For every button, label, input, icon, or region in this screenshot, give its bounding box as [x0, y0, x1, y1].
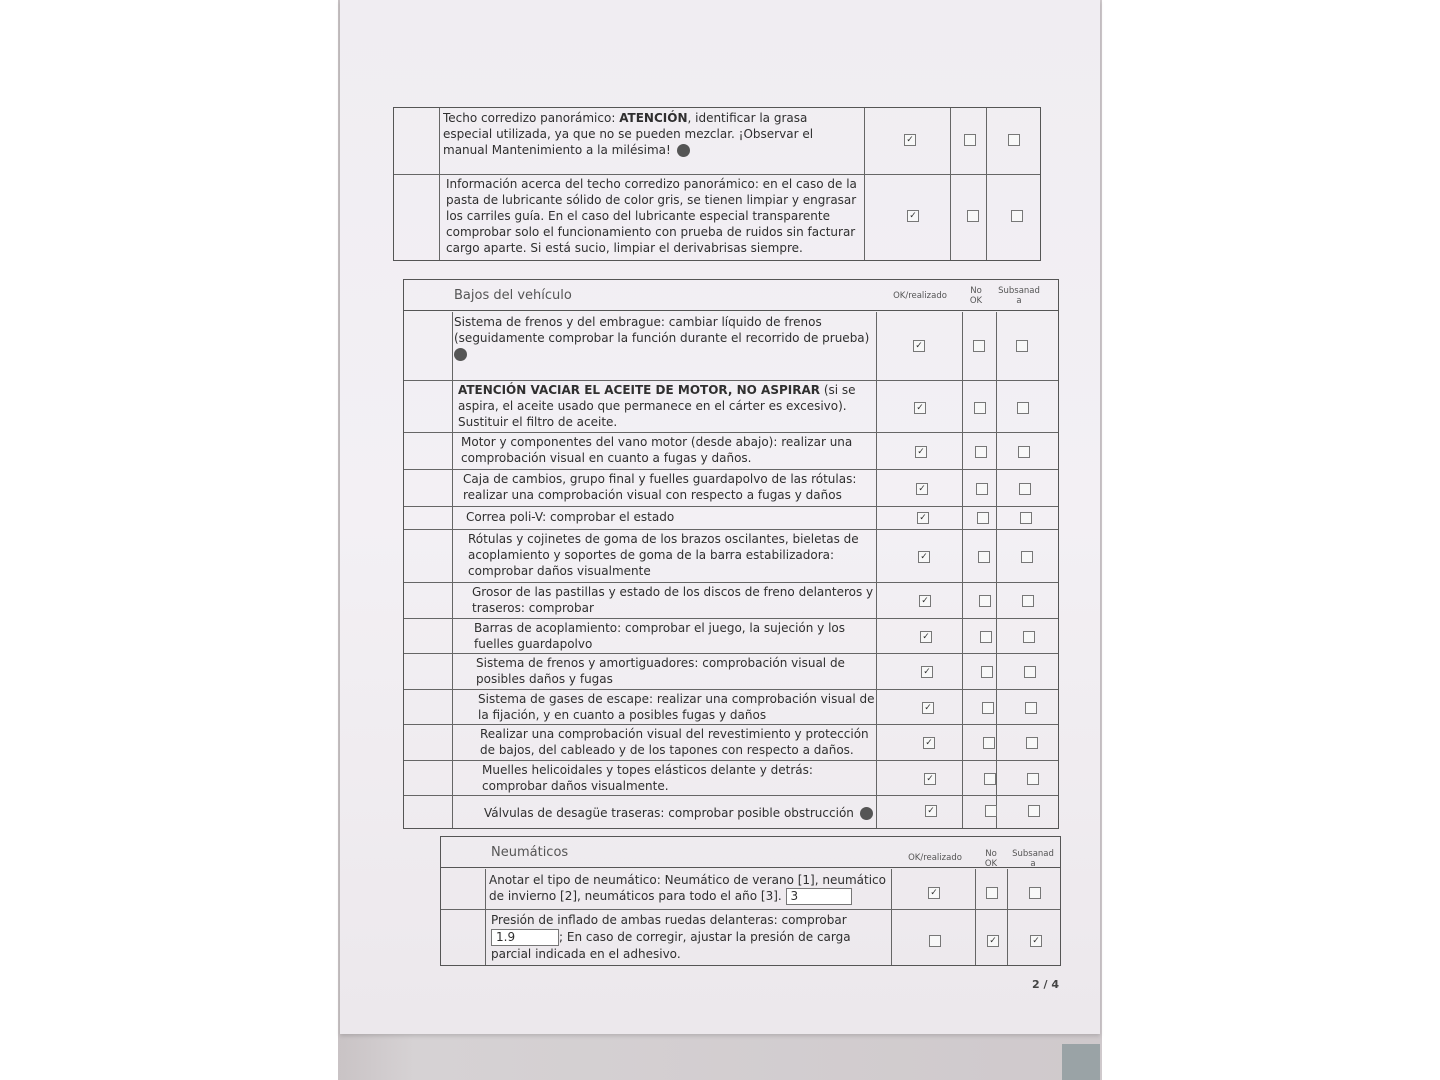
ok-checkbox[interactable]: [913, 340, 925, 352]
subsanada-checkbox[interactable]: [1019, 483, 1031, 495]
table-row: [394, 108, 1040, 175]
tire-pressure-input[interactable]: 1.9: [491, 929, 559, 946]
subsanada-checkbox[interactable]: [1026, 737, 1038, 749]
table-row: [394, 174, 1040, 260]
no-ok-checkbox[interactable]: [986, 887, 998, 899]
subsanada-checkbox[interactable]: [1022, 595, 1034, 607]
col-header-subsanada: Subsanad a: [998, 286, 1040, 306]
table-row: [404, 380, 1058, 433]
col-header-ok: OK/realizado: [908, 853, 962, 863]
marker-dot: [860, 807, 873, 820]
ok-checkbox[interactable]: [921, 666, 933, 678]
item-text: Sistema de frenos y amortiguadores: comprobación visual de posibles daños y fugas: [476, 656, 845, 686]
col-header-subsanada: Subsanad a: [1012, 849, 1054, 869]
subsanada-checkbox[interactable]: [1011, 210, 1023, 222]
subsanada-checkbox[interactable]: [1029, 887, 1041, 899]
no-ok-checkbox[interactable]: [974, 402, 986, 414]
no-ok-checkbox[interactable]: [973, 340, 985, 352]
col-header-no-ok: No OK: [984, 849, 998, 869]
ok-checkbox[interactable]: [922, 702, 934, 714]
item-text: Rótulas y cojinetes de goma de los brazos oscilantes, bieletas de acoplamiento y soportes de goma de la barra estabilizadora: comprobar daños visualmente: [468, 532, 859, 578]
ok-checkbox[interactable]: [918, 551, 930, 563]
col-header-no-ok: No OK: [969, 286, 983, 306]
ok-checkbox[interactable]: [916, 483, 928, 495]
subsanada-checkbox[interactable]: [1028, 805, 1040, 817]
item-text: Correa poli-V: comprobar el estado: [466, 510, 675, 524]
no-ok-checkbox[interactable]: [975, 446, 987, 458]
ok-checkbox[interactable]: [929, 935, 941, 947]
table-row: [404, 582, 1058, 619]
section-title: Neumáticos: [491, 845, 569, 860]
item-text: Sistema de gases de escape: realizar una comprobación visual de la fijación, y en cuanto a posibles fugas y daños: [478, 692, 875, 722]
no-ok-checkbox[interactable]: [980, 631, 992, 643]
no-ok-checkbox[interactable]: [985, 805, 997, 817]
ok-checkbox[interactable]: [919, 595, 931, 607]
ok-checkbox[interactable]: [925, 805, 937, 817]
item-text: Información acerca del techo corredizo panorámico: en el caso de la pasta de lubricante sólido de color gris, se tienen limpiar y engrasar los carriles guía. En el caso del lubricante especial transparente comprobar solo el funcionamiento con prueba de ruidos sin facturar cargo aparte. Si está sucio, limpiar el derivabrisas siempre.: [446, 177, 857, 255]
subsanada-checkbox[interactable]: [1020, 512, 1032, 524]
item-text: Presión de inflado de ambas ruedas delanteras: comprobar 1.9 ; En caso de corregir, ajustar la presión de carga parcial indicada en el adhesivo.: [491, 913, 851, 961]
item-text: Anotar el tipo de neumático: Neumático de verano [1], neumático de invierno [2], neumáticos para todo el año [3]. 3: [489, 873, 886, 903]
no-ok-checkbox[interactable]: [967, 210, 979, 222]
subsanada-checkbox[interactable]: [1023, 631, 1035, 643]
ok-checkbox[interactable]: [917, 512, 929, 524]
item-text: Muelles helicoidales y topes elásticos delante y detrás: comprobar daños visualmente.: [482, 763, 813, 793]
tire-type-input[interactable]: 3: [786, 888, 852, 905]
table-row: [441, 869, 1060, 910]
section-header: [441, 837, 1060, 868]
subsanada-checkbox[interactable]: [1024, 666, 1036, 678]
no-ok-checkbox[interactable]: [984, 773, 996, 785]
document-page: [340, 0, 1100, 1034]
col-header-ok: OK/realizado: [893, 291, 947, 301]
bajos-section: [403, 279, 1059, 829]
item-text: ATENCIÓN VACIAR EL ACEITE DE MOTOR, NO ASPIRAR (si se aspira, el aceite usado que permanece en el cárter es excesivo). Sustituir el filtro de aceite.: [458, 383, 856, 429]
page-number: 2 / 4: [1032, 978, 1059, 991]
ok-checkbox[interactable]: [915, 446, 927, 458]
table-row: [404, 689, 1058, 725]
subsanada-checkbox[interactable]: [1025, 702, 1037, 714]
item-text: Válvulas de desagüe traseras: comprobar posible obstrucción: [484, 805, 876, 821]
subsanada-checkbox[interactable]: [1021, 551, 1033, 563]
subsanada-checkbox[interactable]: [1027, 773, 1039, 785]
item-text: Realizar una comprobación visual del revestimiento y protección de bajos, del cableado y de los tapones con respecto a daños.: [480, 727, 869, 757]
no-ok-checkbox[interactable]: [982, 702, 994, 714]
table-row: [404, 618, 1058, 654]
no-ok-checkbox[interactable]: [977, 512, 989, 524]
marker-dot: [454, 348, 467, 361]
ok-checkbox[interactable]: [923, 737, 935, 749]
no-ok-checkbox[interactable]: [981, 666, 993, 678]
no-ok-checkbox[interactable]: [983, 737, 995, 749]
item-text: Sistema de frenos y del embrague: cambiar líquido de frenos (seguidamente comprobar la función durante el recorrido de prueba): [454, 314, 874, 362]
no-ok-checkbox[interactable]: [964, 134, 976, 146]
table-row: [404, 529, 1058, 583]
background-object: [1062, 1044, 1100, 1080]
table-row: [404, 469, 1058, 507]
marker-dot: [677, 144, 690, 157]
ok-checkbox[interactable]: [920, 631, 932, 643]
item-text: Motor y componentes del vano motor (desde abajo): realizar una comprobación visual en cuanto a fugas y daños.: [461, 435, 853, 465]
subsanada-checkbox[interactable]: [1016, 340, 1028, 352]
subsanada-checkbox[interactable]: [1030, 935, 1042, 947]
table-row: [404, 312, 1058, 381]
ok-checkbox[interactable]: [928, 887, 940, 899]
subsanada-checkbox[interactable]: [1018, 446, 1030, 458]
item-text: Barras de acoplamiento: comprobar el juego, la sujeción y los fuelles guardapolvo: [474, 621, 846, 651]
table-row: [404, 795, 1058, 828]
table-row: [404, 724, 1058, 761]
no-ok-checkbox[interactable]: [976, 483, 988, 495]
subsanada-checkbox[interactable]: [1008, 134, 1020, 146]
item-text: Grosor de las pastillas y estado de los discos de freno delanteros y traseros: comprobar: [472, 585, 874, 615]
no-ok-checkbox[interactable]: [979, 595, 991, 607]
section-header: [404, 280, 1058, 311]
table-row: [404, 653, 1058, 690]
subsanada-checkbox[interactable]: [1017, 402, 1029, 414]
panoramic-roof-section: [393, 107, 1041, 261]
item-text: Caja de cambios, grupo final y fuelles guardapolvo de las rótulas: realizar una comprobación visual con respecto a fugas y daños: [463, 472, 857, 502]
ok-checkbox[interactable]: [907, 210, 919, 222]
item-text: Techo corredizo panorámico: ATENCIÓN, identificar la grasa especial utilizada, ya que no se pueden mezclar. ¡Observar el manual Mantenimiento a la milésima!: [443, 111, 814, 157]
section-title: Bajos del vehículo: [454, 288, 572, 303]
ok-checkbox[interactable]: [914, 402, 926, 414]
table-row: [404, 506, 1058, 530]
table-row: [404, 760, 1058, 796]
no-ok-checkbox[interactable]: [978, 551, 990, 563]
neumaticos-section: [440, 836, 1061, 966]
ok-checkbox[interactable]: [924, 773, 936, 785]
no-ok-checkbox[interactable]: [987, 935, 999, 947]
ok-checkbox[interactable]: [904, 134, 916, 146]
table-row: [441, 909, 1060, 965]
table-row: [404, 432, 1058, 470]
